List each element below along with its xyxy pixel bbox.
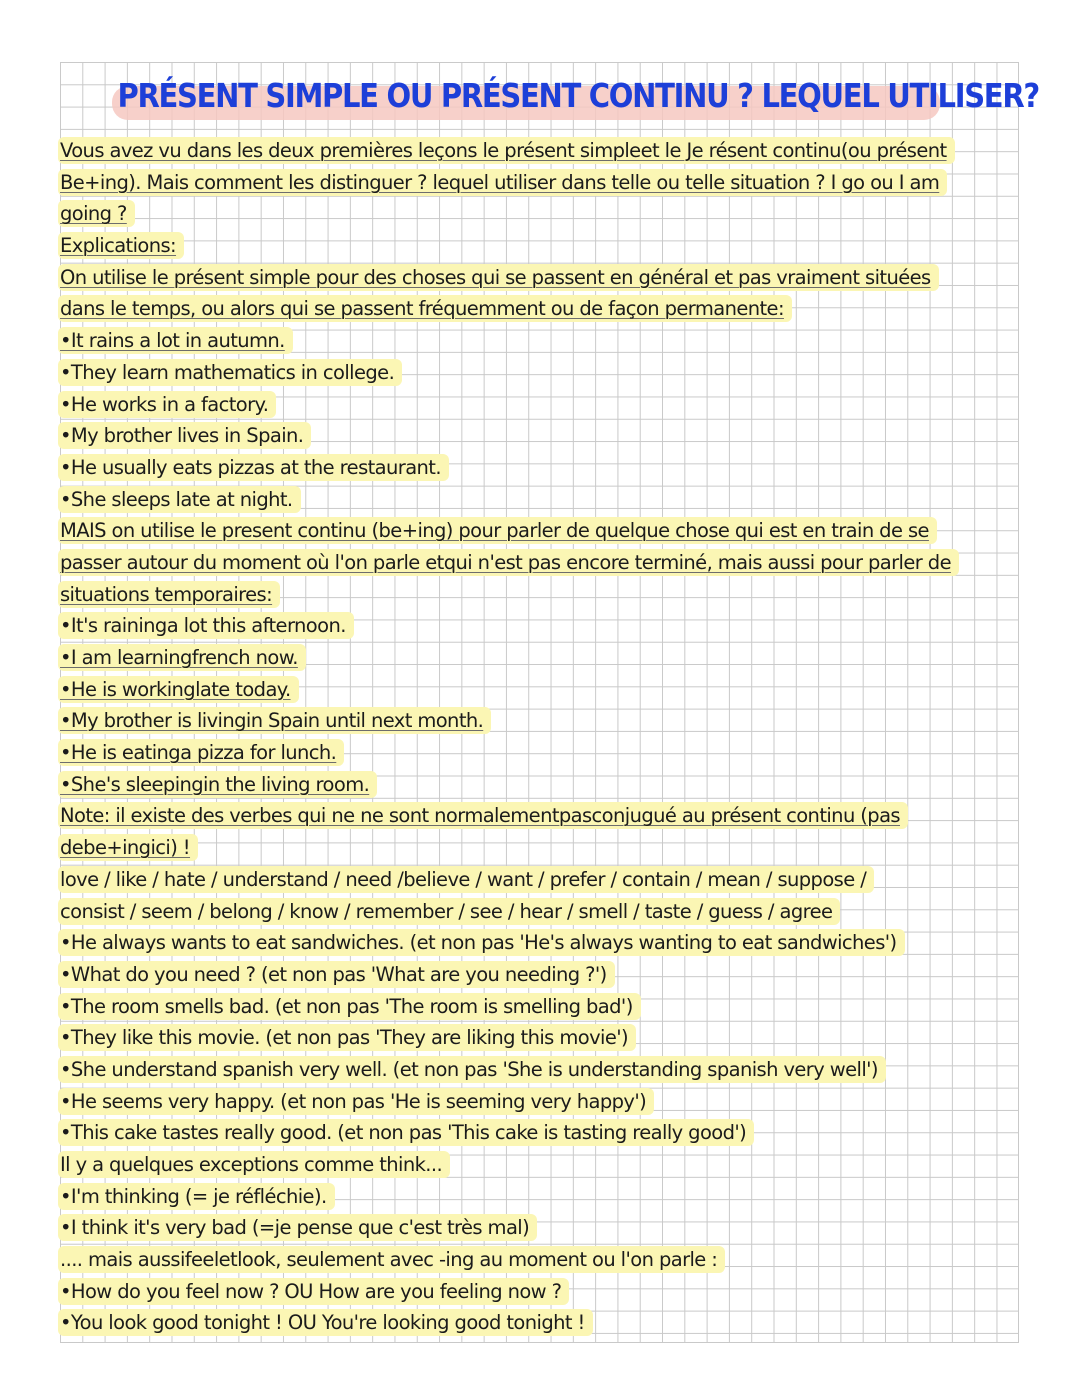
- example-item: •She's sleepingin the living room.: [58, 769, 1018, 801]
- text-line: On utilise le présent simple pour des choses qui se passent en général et pas vraiment situées: [58, 262, 1018, 294]
- verb-list: love / like / hate / understand / need /believe / want / prefer / contain / mean / suppose /: [58, 864, 1018, 896]
- example-item: •They like this movie. (et non pas 'They are liking this movie'): [58, 1022, 1018, 1054]
- example-item: •He is eatinga pizza for lunch.: [58, 737, 1018, 769]
- example-item: •I think it's very bad (=je pense que c'est très mal): [58, 1212, 1018, 1244]
- text-line: Vous avez vu dans les deux premières leçons le présent simpleet le Je résent continu(ou présent: [58, 135, 1018, 167]
- example-item: •She understand spanish very well. (et non pas 'She is understanding spanish very well'): [58, 1054, 1018, 1086]
- example-item: •The room smells bad. (et non pas 'The room is smelling bad'): [58, 991, 1018, 1023]
- example-item: •He usually eats pizzas at the restaurant.: [58, 452, 1018, 484]
- text-line: going ?: [58, 198, 1018, 230]
- example-item: •She sleeps late at night.: [58, 484, 1018, 516]
- example-item: •It rains a lot in autumn.: [58, 325, 1018, 357]
- example-item: •It's raininga lot this afternoon.: [58, 610, 1018, 642]
- text-line: situations temporaires:: [58, 579, 1018, 611]
- page-title: PRÉSENT SIMPLE OU PRÉSENT CONTINU ? LEQUEL UTILISER?: [117, 76, 1039, 115]
- text-line: MAIS on utilise le present continu (be+ing) pour parler de quelque chose qui est en train de se: [58, 515, 1018, 547]
- example-item: •He seems very happy. (et non pas 'He is seeming very happy'): [58, 1086, 1018, 1118]
- text-line: passer autour du moment où l'on parle etqui n'est pas encore terminé, mais aussi pour parler de: [58, 547, 1018, 579]
- example-item: •I am learningfrench now.: [58, 642, 1018, 674]
- example-item: •He is workinglate today.: [58, 674, 1018, 706]
- note-line: Note: il existe des verbes qui ne ne sont normalementpasconjugué au présent continu (pas: [58, 800, 1018, 832]
- text-line: .... mais aussifeeletlook, seulement avec -ing au moment ou l'on parle :: [58, 1244, 1018, 1276]
- text-line: dans le temps, ou alors qui se passent fréquemment ou de façon permanente:: [58, 293, 1018, 325]
- example-item: •He always wants to eat sandwiches. (et non pas 'He's always wanting to eat sandwiches'): [58, 927, 1018, 959]
- example-item: •This cake tastes really good. (et non pas 'This cake is tasting really good'): [58, 1117, 1018, 1149]
- note-line: debe+ingici) !: [58, 832, 1018, 864]
- example-item: •How do you feel now ? OU How are you feeling now ?: [58, 1276, 1018, 1308]
- example-item: •My brother lives in Spain.: [58, 420, 1018, 452]
- section-heading: Explications:: [58, 230, 1018, 262]
- text-line: Be+ing). Mais comment les distinguer ? lequel utiliser dans telle ou telle situation ? I go ou I am: [58, 167, 1018, 199]
- text-line: Il y a quelques exceptions comme think...: [58, 1149, 1018, 1181]
- example-item: •You look good tonight ! OU You're looking good tonight !: [58, 1307, 1018, 1339]
- example-item: •They learn mathematics in college.: [58, 357, 1018, 389]
- example-item: •My brother is livingin Spain until next month.: [58, 705, 1018, 737]
- verb-list: consist / seem / belong / know / remember / see / hear / smell / taste / guess / agree: [58, 896, 1018, 928]
- example-item: •I'm thinking (= je réfléchie).: [58, 1181, 1018, 1213]
- example-item: •What do you need ? (et non pas 'What are you needing ?'): [58, 959, 1018, 991]
- example-item: •He works in a factory.: [58, 389, 1018, 421]
- lesson-text: [58, 135, 1018, 1339]
